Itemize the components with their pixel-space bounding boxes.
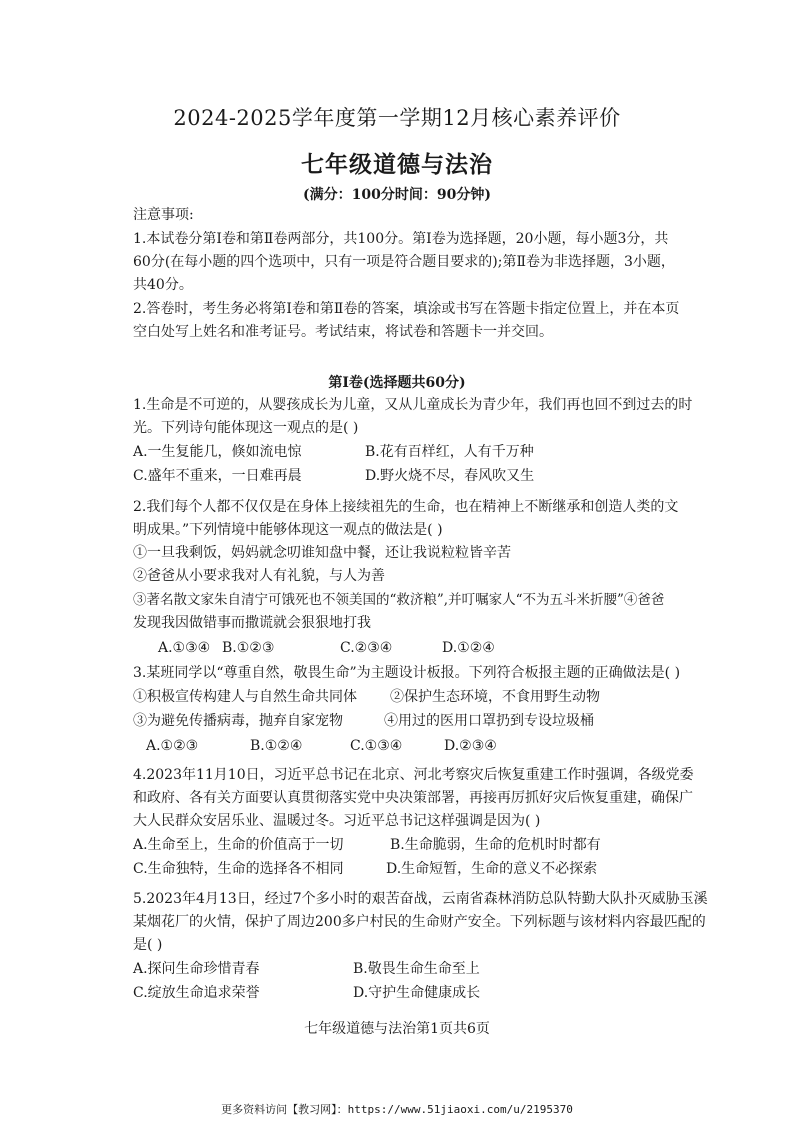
question-2-statement: ③著名散文家朱自清宁可饿死也不领美国的“救济粮”,并叮嘱家人“不为五斗米折腰”④爸爸: [133, 592, 665, 608]
exam-subject: 七年级道德与法治: [301, 151, 493, 178]
notes-line: 1.本试卷分第Ⅰ卷和第Ⅱ卷两部分，共100分。第Ⅰ卷为选择题，20小题，每小题3分，共: [133, 231, 669, 247]
question-3-option-a: A.①②③: [146, 738, 199, 754]
notes-line: 60分(在每小题的四个选项中，只有一项是符合题目要求的);第Ⅱ卷为非选择题，3小题，: [133, 254, 675, 270]
question-2-option-c: C.②③④: [340, 640, 393, 656]
question-3-statement: ②保护生态环境，不食用野生动物: [390, 689, 600, 705]
question-5-text: 某烟花厂的火情，保护了周边200多户村民的生命财产安全。下列标题与该材料内容最匹配的: [133, 914, 706, 930]
question-1-text: 光。下列诗句能体现这一观点的是( ): [133, 420, 359, 436]
question-5-option-a: A.探问生命珍惜青春: [133, 961, 260, 977]
question-5-text: 是( ): [133, 937, 163, 953]
question-5-option-b: B.敬畏生命生命至上: [353, 961, 480, 977]
exam-meta: (满分：100分时间：90分钟): [303, 187, 491, 203]
exam-title: 2024-2025学年度第一学期12月核心素养评价: [173, 106, 621, 130]
question-3-statement: ①积极宣传构建人与自然生命共同体: [133, 689, 357, 705]
question-5-option-c: C.绽放生命追求荣誉: [133, 985, 260, 1001]
question-3-option-b: B.①②④: [250, 738, 303, 754]
page-footer: 七年级道德与法治第1页共6页: [304, 1021, 490, 1037]
question-1-option-b: B.花有百样红，人有千万种: [365, 444, 534, 460]
source-link[interactable]: 更多资料访问【教习网】：https://www.51jiaoxi.com/u/2195370: [221, 1103, 573, 1116]
question-2-text: 明成果。”下列情境中能够体现这一观点的做法是( ): [133, 522, 443, 538]
question-1-option-d: D.野火烧不尽，春风吹又生: [365, 468, 535, 484]
question-5-option-d: D.守护生命健康成长: [353, 985, 481, 1001]
notes-line: 2.答卷时，考生务必将第Ⅰ卷和第Ⅱ卷的答案，填涂或书写在答题卡指定位置上，并在本页: [133, 301, 680, 317]
question-1-option-c: C.盛年不重来，一日难再晨: [133, 468, 302, 484]
question-1-text: 1.生命是不可逆的，从婴孩成长为儿童，又从儿童成长为青少年，我们再也回不到过去的时: [133, 397, 693, 413]
question-2-statement: 发现我因做错事而撒谎就会狠狠地打我: [133, 615, 371, 631]
notes-line: 空白处写上姓名和准考证号。考试结束，将试卷和答题卡一并交回。: [133, 324, 553, 340]
question-3-option-d: D.②③④: [444, 738, 497, 754]
question-4-option-a: A.生命至上，生命的价值高于一切: [133, 837, 344, 853]
question-3-option-c: C.①③④: [350, 738, 403, 754]
question-2-text: 2.我们每个人都不仅仅是在身体上接续祖先的生命，也在精神上不断继承和创造人类的文: [133, 499, 679, 515]
question-2-option-a: A.①③④: [158, 640, 211, 656]
question-1-option-a: A.一生复能几，倏如流电惊: [133, 444, 302, 460]
notes-heading: 注意事项:: [133, 207, 194, 223]
notes-line: 共40分。: [133, 277, 193, 293]
question-4-option-c: C.生命独特，生命的选择各不相同: [133, 861, 344, 877]
question-4-option-d: D.生命短暂，生命的意义不必探索: [386, 861, 598, 877]
section-heading: 第Ⅰ卷(选择题共60分): [328, 375, 466, 391]
question-2-option-d: D.①②④: [442, 640, 495, 656]
question-3-statement: ③为避免传播病毒，抛弃自家宠物: [133, 713, 343, 729]
question-4-text: 和政府、各有关方面要认真贯彻落实党中央决策部署，再接再厉抓好灾后恢复重建，确保广: [133, 790, 693, 806]
question-3-text: 3.某班同学以“尊重自然，敬畏生命”为主题设计板报。下列符合板报主题的正确做法是( ): [133, 665, 681, 681]
question-4-option-b: B.生命脆弱，生命的危机时时都有: [390, 837, 601, 853]
question-2-option-b: B.①②③: [222, 640, 275, 656]
question-4-text: 大人民群众安居乐业、温暖过冬。习近平总书记这样强调是因为( ): [133, 813, 541, 829]
question-4-text: 4.2023年11月10日，习近平总书记在北京、河北考察灾后恢复重建工作时强调，各级党委: [133, 767, 694, 783]
question-5-text: 5.2023年4月13日，经过7个多小时的艰苦奋战，云南省森林消防总队特勤大队扑灭威胁玉溪: [133, 891, 708, 907]
question-2-statement: ①一旦我剩饭，妈妈就念叨谁知盘中餐，还让我说粒粒皆辛苦: [133, 545, 511, 561]
question-3-statement: ④用过的医用口罩扔到专设垃圾桶: [384, 713, 594, 729]
question-2-statement: ②爸爸从小要求我对人有礼貌，与人为善: [133, 568, 385, 584]
